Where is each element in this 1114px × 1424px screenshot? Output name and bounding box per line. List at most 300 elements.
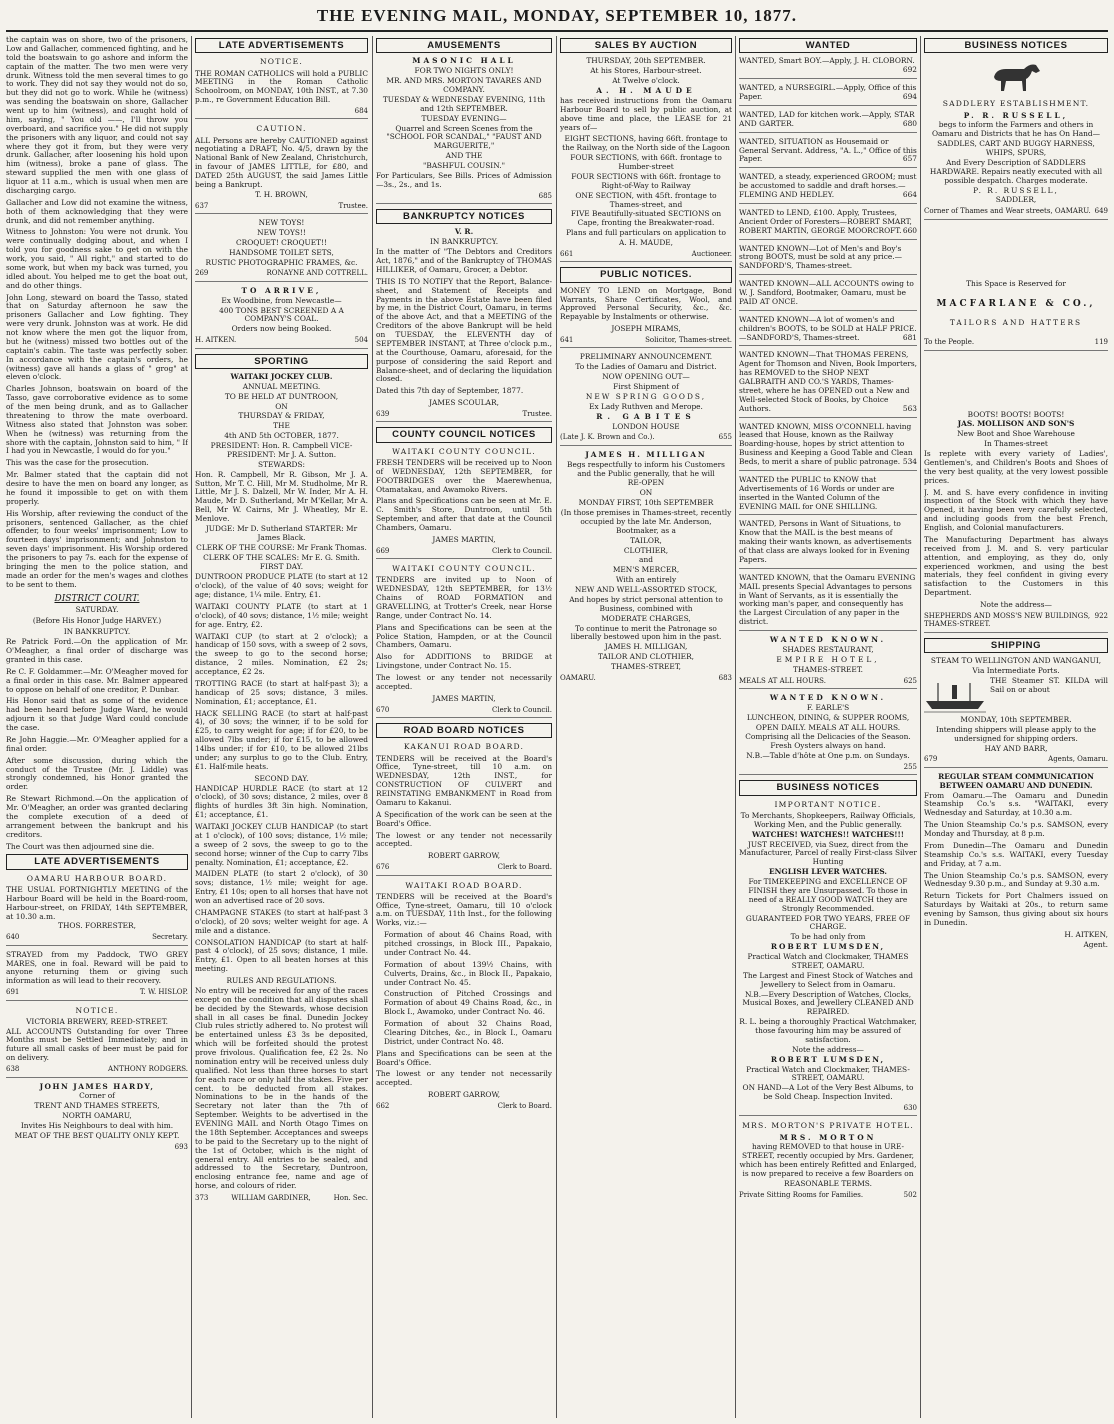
ad-body: TENDERS are invited up to Noon of WEDNESDAY, 12th SEPTEMBER, for 13½ Chains of ROAD FORMATION and GRAVELLING, at Trotter's Creek, near Horse Range, under Contract No. 14.	[376, 575, 552, 620]
clerk-course: CLERK OF THE COURSE: Mr Frank Thomas.	[196, 542, 367, 552]
ad-title: WANTED KNOWN.	[769, 692, 887, 702]
ad-line: LUNCHEON, DINING, & SUPPER ROOMS,	[746, 712, 910, 722]
ad-body: Plans and Specifications can be seen at Mr. E. C. Smith's Store, Duntroon, until 5th September, and after that date at the Council Chambers, Oamaru.	[376, 496, 552, 533]
watches-ad	[739, 800, 917, 1117]
ad-body: Plans and Specifications can be seen at the Board's Office.	[376, 1048, 552, 1067]
ad-role: Agents, Oamaru.	[1048, 755, 1108, 764]
ad-title: STEAM TO WELLINGTON AND WANGANUI,	[930, 656, 1102, 666]
hardy-ad	[6, 1083, 188, 1155]
second-day-heading: SECOND DAY.	[254, 773, 309, 783]
wanted-ad	[739, 138, 917, 169]
ad-title: WAITAKI COUNTY COUNCIL.	[392, 564, 536, 574]
ad-line: THURSDAY & FRIDAY,	[238, 411, 325, 421]
ad-line: NEW AND WELL-ASSORTED STOCK,	[574, 585, 718, 595]
ad-line: NEW SPRING GOODS,	[585, 391, 707, 401]
column-divider	[191, 36, 192, 1418]
ad-line: and	[639, 555, 653, 565]
ad-title: WAITAKI JOCKEY CLUB.	[230, 371, 333, 381]
ad-number: 670	[376, 705, 390, 714]
ad-line: MODERATE CHARGES,	[601, 613, 691, 623]
wanted-ad	[739, 280, 917, 311]
section-heading-wanted: WANTED	[739, 38, 917, 53]
ad-number: 640	[6, 933, 20, 942]
ad-line: This Space is Reserved for	[966, 278, 1066, 288]
masonic-hall-ad	[376, 57, 552, 204]
ad-body: THIS IS TO NOTIFY that the Report, Balance-sheet, and Statement of Receipts and Payments in the above Estate have been filed by me, in the District Court, Oamaru, in terms of the above Act, and that a MEETING of the Creditors of the above Bankrupt will be held on TUESDAY, the ELEVENTH day of SEPTEMBER INSTANT, at Three o'clock p.m., at the Courthouse, Oamaru, aforesaid, for the purpose of considering the said Report and Balance-sheet, and of declaring the liquidation closed.	[376, 276, 552, 384]
ad-line: MEAT OF THE BEST QUALITY ONLY KEPT.	[14, 1130, 180, 1140]
st-kilda-ad	[924, 657, 1108, 768]
ad-body: The lowest or any tender not necessarily accepted.	[376, 673, 552, 691]
ad-line: MR. AND MRS. MORTON TAVARES AND COMPANY.	[386, 76, 542, 95]
race-entry: DUNTROON PRODUCE PLATE (to start at 12 o'clock), of the value of 40 sovs; weight for age; distance, 1¼ mile. Entry, £1.	[195, 572, 368, 600]
ad-title: WAITAKI COUNTY COUNCIL.	[392, 446, 536, 456]
ad-signature: JOSEPH MIRAMS,	[611, 324, 681, 334]
report-paragraph: John Long, steward on board the Tasso, stated that on Saturday afternoon he saw the prisoners Gallacher and Low fighting. They were very drunk. Johnston was at work. He did not know where the men got the liquor from, but he (witness) missed two bottles out of the captain's cabin. The taste was perfectly sober. In accordance with the captain's orders, he (witness) gave all hands a glass of " grog" at eleven o'clock.	[6, 292, 188, 382]
ad-line: ON HAND—A Lot of the Very Best Albums, to be Sold Cheap. Inspection Invited.	[742, 1083, 914, 1102]
section-heading-late-ads: LATE ADVERTISEMENTS	[6, 854, 188, 869]
ad-body: From Dunedin—The Oamaru and Dunedin Steamship Co.'s s.s. WAITAKI, every Tuesday and Friday, at 7 a.m.	[924, 840, 1108, 868]
ad-signature: T. W. HISLOP.	[139, 988, 188, 997]
ad-title: REGULAR STEAM COMMUNICATION BETWEEN OAMARU AND DUNEDIN.	[938, 771, 1094, 790]
ad-line: P. R. RUSSELL,	[973, 185, 1059, 195]
ad-number: 661	[560, 249, 574, 258]
section-heading-business: BUSINESS NOTICES	[739, 780, 917, 795]
ad-body: The Union Steamship Co.'s p.s. SAMSON, every Wednesday 9.30 p.m., and Sunday at 9.30 a.m.	[924, 870, 1108, 889]
steamship-icon	[924, 679, 986, 715]
ad-line: At his Stores, Harbour-street.	[590, 66, 702, 76]
ad-line: Quarrel and Screen Scenes from the "SCHOOL FOR SCANDAL," "FAUST AND MARGUERITE,"	[386, 123, 542, 151]
ad-signature: ROBERT GARROW,	[427, 1090, 501, 1100]
caution-ad	[195, 124, 368, 214]
bankruptcy-ad	[376, 228, 552, 422]
ad-body: WANTED KNOWN—A lot of women's and children's BOOTS, to be SOLD at HALF PRICE.—SANDFORD'S, Thames-street.	[739, 314, 917, 342]
ad-line: Practical Watch and Clockmaker, THAMES STREET, OAMARU.	[747, 952, 909, 970]
ad-body: Plans and Specifications can be seen at the Police Station, Hampden, or at the Council Chambers, Oamaru.	[376, 622, 552, 650]
ad-body: ALL ACCOUNTS Outstanding for over Three Months must be Settled Immediately; and in future all small casks of beer must be paid for on delivery.	[6, 1026, 188, 1063]
ad-title: CAUTION.	[256, 124, 307, 134]
ad-title: JAMES H. MILLIGAN	[585, 449, 707, 459]
wanted-ad	[739, 423, 917, 471]
ad-line: Intending shippers will please apply to the undersigned for shipping orders.	[936, 724, 1096, 743]
ad-line: SADDLES, CART AND BUGGY HARNESS, WHIPS, SPURS,	[937, 139, 1095, 157]
ad-line: And Every Description of SADDLERS HARDWARE. Repairs neatly executed with all possible despatch. Charges moderate.	[929, 157, 1103, 185]
ad-title: SADDLERY ESTABLISHMENT.	[942, 99, 1090, 109]
ad-title: TO ARRIVE,	[241, 285, 322, 295]
court-paragraph: Re Stewart Richmond.—On the application of Mr. O'Meagher, an order was granted declaring the complete execution of a deed of arrangement between the bankrupt and his creditors.	[6, 794, 188, 839]
ad-signature: H. AITKEN,	[1064, 929, 1108, 939]
ad-signature: RONAYNE AND COTTRELL.	[266, 269, 368, 278]
report-paragraph: His Worship, after reviewing the conduct of the prisoners, sentenced Gallacher, as the chief offender, to four weeks' imprisonment; Low to fourteen days' imprisonment; and Johnston to seven days' imprisonment. His Worship ordered the prisoners to pay 7s. each for the expense of bringing the men to the police station, and made an order for the men's wages and clothes to be sent to them.	[6, 508, 188, 589]
ad-line: In Thames-street	[984, 439, 1048, 449]
wanted-ad	[739, 209, 917, 240]
ad-signature: THAMES-STREET,	[610, 662, 682, 672]
judge-starter: JUDGE: Mr D. Sutherland STARTER: Mr James Black.	[205, 523, 358, 542]
ad-line: LONDON HOUSE	[612, 421, 680, 431]
ad-line: THE	[273, 421, 290, 431]
ad-line: N.B.—Table d'hôte at One p.m. on Sundays.	[746, 751, 910, 761]
ad-number: 649	[1094, 207, 1108, 216]
ad-line: THAMES-STREET.	[792, 664, 864, 674]
ad-number: 691	[6, 988, 20, 997]
ad-body: From Oamaru.—The Oamaru and Dunedin Steamship Co.'s s.s. "WAITAKI, every Wednesday and Saturday, at 10.30 a.m.	[924, 790, 1108, 818]
ad-number: 502	[903, 1190, 917, 1199]
section-heading-shipping: SHIPPING	[924, 638, 1108, 653]
ad-line: First Shipment of	[613, 382, 679, 392]
ad-body: Is replete with every variety of Ladies', Gentlemen's, and Children's Boots and Shoes of the very best quality, at the very lowest possible prices.	[924, 449, 1108, 485]
ad-signature: JAMES MARTIN,	[432, 693, 496, 703]
ad-number: 373	[195, 1194, 209, 1203]
wanted-ad	[739, 351, 917, 417]
ad-number: 662	[376, 1102, 390, 1111]
ad-role: Secretary.	[152, 933, 188, 942]
section-heading-road-board: ROAD BOARD NOTICES	[376, 723, 552, 738]
race-entry: CONSOLATION HANDICAP (to start at half-past 4 o'clock), of 25 sovs; distance, 1 mile. Entry, £1. Open to all beaten horses at this meeting.	[195, 937, 368, 974]
ad-number: 563	[902, 403, 917, 413]
ad-signature: HAY AND BARR,	[984, 743, 1048, 753]
ad-line: New Boot and Shoe Warehouse	[957, 429, 1075, 439]
clerk-scales: CLERK OF THE SCALES: Mr E. G. Smith.	[203, 552, 360, 562]
ad-line: SHADES RESTAURANT,	[782, 644, 874, 654]
ad-signature: A. H. MAUDE,	[619, 238, 673, 248]
ad-body: J. M. and S. have every confidence in inviting inspection of the Stock with which they have Opened, it having been very carefully selected, and including goods from the best French, English, and Colonial manufacturers.	[924, 487, 1108, 533]
strayed-ad	[6, 951, 188, 1001]
ad-body: WANTED, a NURSEGIRL.—Apply, Office of this Paper.	[739, 83, 917, 102]
ad-line: R. GABITES	[596, 411, 696, 421]
ad-title: WANTED KNOWN.	[769, 635, 887, 645]
district-court-heading: DISTRICT COURT.	[54, 593, 140, 604]
ad-role: Agent.	[1083, 939, 1108, 949]
ad-line: Plans and full particulars on application to	[566, 228, 726, 238]
ad-number: 630	[903, 1104, 917, 1113]
section-heading-sporting: SPORTING	[195, 354, 368, 369]
court-paragraph: His Honor said that as some of the evidence had been heard before Judge Ward, he would adjourn it so that Judge Ward could conclude the case.	[6, 696, 188, 733]
shades-restaurant-ad	[739, 636, 917, 689]
ad-line: ANNUAL MEETING.	[242, 381, 321, 391]
ad-signature: ANTHONY RODGERS.	[107, 1065, 188, 1074]
work-item: Formation of about 32 Chains Road, Clearing Ditches, &c., in Block I., Oamaru District, under Contract No. 48.	[384, 1019, 552, 1046]
ad-line: Invites His Neighbours to deal with him.	[20, 1121, 174, 1130]
ad-title: NOTICE.	[259, 57, 304, 67]
auction-ad	[560, 57, 732, 262]
ad-line: BOOTS! BOOTS! BOOTS!	[967, 409, 1065, 419]
ad-role: Clerk to Board.	[497, 1102, 552, 1111]
ad-number: 683	[718, 673, 732, 682]
ad-line: TAILORS AND HATTERS	[949, 318, 1083, 328]
section-heading-county: COUNTY COUNCIL NOTICES	[376, 427, 552, 442]
ad-line: MONDAY FIRST, 10th SEPTEMBER	[578, 498, 714, 508]
lot-item: ONE SECTION, with 45ft. frontage to Thames-street, and	[575, 190, 717, 209]
ad-line: Comprising all the Delicacies of the Season. Fresh Oysters always on hand.	[745, 732, 911, 751]
ad-signature: T. H. BROWN,	[255, 189, 308, 199]
section-heading-auction: SALES BY AUCTION	[560, 38, 732, 53]
ad-line: Begs respectfully to inform his Customers and the Public generally, that he will	[567, 459, 725, 478]
ad-line: SHEPHERDS AND MOSS'S NEW BUILDINGS, THAMES-STREET.	[924, 611, 1091, 629]
ad-body: Return Tickets for Port Chalmers issued on Saturdays by Waitaki at 20s., to return same evening by Samson, thus giving about six hours in Dunedin.	[924, 891, 1108, 927]
ad-line: CLOTHIER,	[623, 545, 669, 555]
ad-line: Note the address—	[980, 600, 1052, 610]
ad-line: GUARANTEED FOR TWO YEARS, FREE OF CHARGE.	[745, 913, 911, 932]
ad-line: "BASHFUL COUSIN."	[423, 161, 505, 171]
column-divider	[372, 36, 373, 1418]
ad-body: WANTED, a steady, experienced GROOM; must be accustomed to saddle and draft horses.—FLEMING AND HEDLEY.	[739, 172, 917, 200]
ad-title: MRS. MORTON'S PRIVATE HOTEL.	[742, 1121, 914, 1131]
ad-line: having REMOVED to that house in URE-STREET, recently occupied by Mrs. Gardener, which has been entirely Refitted and Enlarged, is now prepared to receive a few Boarders on	[739, 1142, 917, 1179]
ad-title: WAITAKI ROAD BOARD.	[405, 880, 523, 890]
court-paragraph: Re John Haggie.—Mr. O'Meagher applied for a final order.	[6, 734, 188, 753]
ad-subtitle: VICTORIA BREWERY, REED-STREET.	[26, 1016, 168, 1026]
wanted-ad	[739, 316, 917, 347]
ad-number: 684	[354, 107, 368, 115]
ad-line: And hopes by strict personal attention to Business, combined with	[569, 594, 723, 613]
macfarlane-ad	[924, 280, 1108, 351]
ad-line: Corner of Thames and Wear streets, OAMARU.	[924, 207, 1091, 216]
lot-item: FOUR SECTIONS, with 66ft. frontage to Humber-street	[570, 153, 722, 172]
ad-role: Clerk to Board.	[497, 863, 552, 872]
ad-signature: JAMES SCOULAR,	[429, 398, 499, 408]
race-entry: HACK SELLING RACE (to start at half-past 4), of 30 sovs; the winner, if to be sold for £25, to carry weight for age; if for £20, to be allowed 7lbs under; if for £15, to be allowed 14lbs under; if for £10, to be allowed 21lbs under; any surplus to go to the Club. Entry, £1. Half-mile heats.	[195, 708, 368, 771]
masthead-rule	[6, 30, 1108, 32]
catholic-meeting-ad	[195, 57, 368, 119]
ad-line: 4th AND 5th OCTOBER, 1877.	[224, 431, 339, 441]
work-item: Formation of about 46 Chains Road, with pitched crossings, in Block III., Papakaio, under Contract No. 44.	[384, 930, 552, 957]
work-item: Construction of Pitched Crossings and Formation of about 49 Chains Road, &c., in Block I., Awamoko, under Contract No. 46.	[384, 989, 552, 1017]
ad-line: HANDSOME TOILET SETS,	[229, 247, 334, 257]
court-day: SATURDAY.	[75, 605, 119, 615]
ad-body: WANTED, Persons in Want of Situations, to Know that the MAIL is the best means of making their wants known, as advertisements of that class are always looked for in Evening Papers.	[739, 519, 912, 564]
ad-body: WANTED, SITUATION as Housemaid or General Servant. Address, "A. L.," Office of this Paper.	[739, 136, 917, 164]
ad-line: To continue to merit the Patronage so liberally bestowed upon him in the past.	[570, 623, 722, 642]
ad-line: For Particulars, See Bills. Prices of Admission—3s., 2s., and 1s.	[376, 170, 552, 189]
ad-line: ON	[639, 488, 653, 498]
ad-line: The Largest and Finest Stock of Watches and Jewellery to Select from in Oamaru.	[742, 970, 914, 989]
ad-body: TENDERS will be received at the Board's Office, Tyne-street, Oamaru, till 10 o'clock a.m. on TUESDAY, 11th Inst., for the following Works, viz.:—	[376, 891, 552, 928]
ad-number: 255	[903, 763, 917, 772]
ad-signature: JAMES H. MILLIGAN,	[604, 642, 688, 652]
court-subheading: IN BANKRUPTCY.	[63, 626, 131, 636]
column-1	[6, 36, 188, 1420]
report-paragraph: Witness to Johnston: You were not drunk. You were continually dodging about, and when I told you for goodness sake to get on with the work, you said, " All right," and started to do some work, but when my back was turned, you idled about. You helped me to get the boat out, and do other things.	[6, 227, 188, 290]
stewards-title: STEWARDS:	[258, 459, 305, 469]
first-day-heading: FIRST DAY.	[259, 562, 304, 572]
ad-line: To be had only from	[790, 932, 866, 942]
ad-line: Via Intermediate Ports.	[972, 666, 1060, 675]
ad-body: WANTED KNOWN, MISS O'CONNELL having leased that House, known as the Railway Boarding-house, hopes by strict attention to Business and Keeping a Good Table and Clean Beds, to merit a share of public patronage.	[739, 421, 913, 467]
blank-space	[924, 225, 1108, 279]
officers: PRESIDENT: Hon. R. Campbell VICE-PRESIDENT: Mr J. A. Sutton.	[210, 441, 353, 459]
lot-item: EIGHT SECTIONS, having 66ft. frontage to the Railway, on the North side of the Lagoon	[562, 134, 730, 153]
wanted-ad	[739, 57, 917, 79]
ad-line: ON	[275, 401, 288, 411]
ad-signature: H. AITKEN.	[195, 336, 237, 345]
report-paragraph: Gallacher and Low did not examine the witness, both of them acknowledging that they were drunk, and did not remember anything.	[6, 197, 188, 225]
ad-line: PRELIMINARY ANNOUNCEMENT.	[579, 352, 713, 362]
ad-number: 660	[902, 225, 917, 235]
ad-line: To the Ladies of Oamaru and District.	[575, 362, 717, 372]
milligan-tailor-ad	[560, 451, 732, 686]
ad-line: (In those premises in Thames-street, recently occupied by the late Mr. Anderson, Bootmaker, as a	[560, 508, 732, 535]
wanted-ad	[739, 173, 917, 204]
ad-line: MRS. MORTON	[779, 1132, 877, 1142]
ad-line: REASONABLE TERMS.	[784, 1178, 872, 1188]
rules-heading: RULES AND REGULATIONS.	[226, 976, 337, 986]
ad-number: 269	[195, 269, 209, 278]
wanted-ad	[739, 111, 917, 133]
ad-number: 639	[376, 410, 390, 419]
column-5	[739, 36, 917, 1420]
ad-line: NEW TOYS!	[258, 218, 305, 228]
wanted-ad	[739, 574, 917, 631]
wanted-ad	[739, 520, 917, 568]
ad-line: At Twelve o'clock.	[612, 76, 680, 86]
ad-line: FOR TWO NIGHTS ONLY!	[414, 66, 514, 76]
court-paragraph: Re C. F. Goldammer.—Mr. O'Meagher moved for a final order in this case. Mr. Balmer appeared to oppose on behalf of one creditor, P. Dunbar.	[6, 666, 188, 694]
ad-line: Corner of	[79, 1091, 115, 1101]
ad-line: RE-OPEN	[627, 478, 665, 488]
ad-number: 641	[560, 336, 574, 345]
ad-number: 534	[902, 457, 917, 467]
ad-line: TAILOR,	[630, 535, 662, 545]
ad-body: WANTED to LEND, £100. Apply, Trustees, Ancient Order of Foresters—ROBERT SMART, ROBERT MARTIN, GEORGE MOORCROFT.	[739, 207, 912, 235]
ad-line: NORTH OAMARU,	[62, 1111, 132, 1121]
ad-title: MACFARLANE & CO.,	[936, 298, 1096, 309]
work-item: Formation of about 139½ Chains, with Culverts, Drains, &c., in Block II., Papakaio, under Contract No. 45.	[384, 959, 552, 987]
ad-signature: OAMARU.	[560, 673, 596, 682]
ad-number: 657	[902, 154, 917, 164]
ad-line: NEW TOYS!!	[257, 227, 306, 237]
ad-number: 680	[902, 118, 917, 128]
ad-number: 692	[902, 65, 917, 75]
race-entry: WAITAKI COUNTY PLATE (to start at 1 o'clock), of 40 sovs; distance, 1½ mile; weight for age. Entry, £2.	[195, 601, 368, 629]
ad-line: Private Sitting Rooms for Families.	[739, 1190, 864, 1199]
spring-goods-ad	[560, 353, 732, 445]
ad-body: has received instructions from the Oamaru Harbour Board to sell by public auction, at above time and place, the LEASE for 21 years of—	[560, 95, 732, 132]
ad-body: FRESH TENDERS will be received up to Noon of WEDNESDAY, 12th SEPTEMBER, for FOOTBRIDGES over the Maerewhenua, Otamatakau, and Awamoko Rivers.	[376, 457, 552, 494]
wanted-ad	[739, 245, 917, 276]
ad-body: THE USUAL FORTNIGHTLY MEETING of the Harbour Board will be held in the Board-room, Harbour-street, on FRIDAY, 14th SEPTEMBER, at 10.30 a.m.	[6, 884, 188, 921]
race-entry: CHAMPAGNE STAKES (to start at half-past 3 o'clock), of 20 sovs; welter weight for age. A mile and a distance.	[195, 907, 368, 935]
ad-line: Orders now being Booked.	[231, 324, 332, 334]
ad-line: AND THE	[445, 151, 483, 161]
ad-body: The lowest or any tender not necessarily accepted.	[376, 1069, 552, 1088]
ad-body: WANTED KNOWN—That THOMAS FERENS, Agent for Thomson and Niven, Book Importers, has REMOVED to the SHOP NEXT GALBRAITH AND CO.'S YARDS, Thames-street, where he has OPENED out a New and Well-selected Stock of Books, by Choice Authors.	[739, 350, 917, 413]
ad-line: F. EARLE'S	[806, 702, 850, 712]
race-entry: HANDICAP HURDLE RACE (to start at 12 o'clock), of 30 sovs; distance, 2 miles, over 8 flights of hurdles 3ft 3in high. Nomination, £1; acceptance, £1.	[195, 783, 368, 820]
coal-arrival-ad	[195, 287, 368, 349]
ad-line: R. L. being a thoroughly Practical Watchmaker, those favouring him may be assured of satisfaction.	[739, 1017, 917, 1044]
county-council-ad	[376, 447, 552, 559]
court-paragraph: The Court was then adjourned sine die.	[6, 841, 155, 851]
column-divider	[556, 36, 557, 1418]
ad-role: Clerk to Council.	[491, 705, 552, 714]
ad-line: NOW OPENING OUT—	[602, 372, 690, 382]
ad-body: THE ROMAN CATHOLICS will hold a PUBLIC MEETING in the Roman Catholic Schoolroom, on MONDAY, 10th INST., at 7.30 p.m., re Government Education Bill.	[195, 68, 368, 105]
ad-signature: ROBERT GARROW,	[427, 851, 501, 861]
ad-role: Auctioneer.	[691, 249, 732, 258]
ad-line: TO BE HELD AT DUNTROON,	[224, 391, 339, 401]
ad-line: For TIMEKEEPING and EXCELLENCE OF FINISH they are Unsurpassed. To those in need of a REALLY GOOD WATCH they are Strongly Recommended.	[748, 877, 908, 913]
ad-title: IMPORTANT NOTICE.	[774, 799, 882, 809]
ad-line: ROBERT LUMSDEN,	[770, 942, 886, 952]
ad-number: 625	[903, 676, 917, 685]
ad-title: KAKANUI ROAD BOARD.	[403, 742, 525, 752]
section-heading-business: BUSINESS NOTICES	[924, 38, 1108, 53]
ad-line: Ex Woodbine, from Newcastle—	[221, 295, 342, 305]
ad-line: JUST RECEIVED, via Suez, direct from the Manufacturer, Parcel of really First-class Silver Hunting	[739, 839, 917, 867]
ad-line: To the People.	[924, 338, 975, 347]
ad-line: ENGLISH LEVER WATCHES.	[769, 867, 887, 877]
vr-mark: V. R.	[454, 227, 474, 237]
ad-title: OAMARU HARBOUR BOARD.	[26, 873, 168, 883]
brewery-ad	[6, 1006, 188, 1078]
ad-body: STRAYED from my Paddock, TWO GREY MARES, one in foal. Reward will be paid to anyone returning them or giving such information as will lead to their recovery.	[6, 949, 188, 986]
ad-line: THURSDAY, 20th SEPTEMBER.	[586, 56, 706, 66]
ad-line: EMPIRE HOTEL,	[776, 654, 880, 664]
ad-line: To Merchants, Shopkeepers, Railway Officials, Working Men, and the Public generally.	[740, 810, 916, 829]
morton-hotel-ad	[739, 1121, 917, 1202]
ad-body: ALL Persons are hereby CAUTIONED against negotiating a DRAFT, No. 4/5, drawn by the National Bank of New Zealand, Christchurch, in favour of JAMES LITTLE, for £80, and DATED 25th AUGUST, the said James Little being a Bankrupt.	[195, 135, 368, 189]
ad-signature: THOS. FORRESTER,	[58, 921, 136, 931]
ad-body: The Manufacturing Department has always received from J. M. and S. very particular attention, and employing, as they do, only experienced workmen, and using the best materials, they feel confident in giving every satisfaction to the Customers in this Department.	[924, 534, 1108, 598]
ad-body: WANTED, Smart BOY.—Apply, J. H. CLOBORN.	[739, 56, 915, 66]
ad-number: 681	[902, 332, 917, 342]
earles-rooms-ad	[739, 694, 917, 776]
ad-line: MEN'S MERCER,	[612, 565, 680, 575]
masthead: THE EVENING MAIL, MONDAY, SEPTEMBER 10, 1877.	[316, 6, 798, 25]
court-paragraph: After some discussion, during which the conduct of the Trustee (Mr. J. Liddle) was strongly condemned, his Honor granted the order.	[6, 755, 188, 792]
ad-body: WANTED the PUBLIC to KNOW that Advertisements of 16 Words or under are inserted in the Wanted Column of the EVENING MAIL for ONE SHILLING.	[739, 474, 895, 511]
harbour-board-ad	[6, 874, 188, 946]
ad-body: In the matter of "The Debtors and Creditors Act, 1876," and of the Bankruptcy of THOMAS HILLIKER, of Oamaru, Grocer, a Debtor.	[376, 247, 552, 274]
ad-number: 637	[195, 201, 209, 210]
ad-line: P. R. RUSSELL,	[963, 110, 1069, 120]
ad-number: 664	[902, 190, 917, 200]
report-paragraph: the captain was on shore, two of the prisoners, Low and Gallacher, commenced fighting, and he told the boatswain to go ashore and inform the captain of the matter. The two men were very drunk. Witness told the men several times to go to work. They did not say they would not do so, but they did not go to work. While he (witness) was sending the boatswain on shore, Gallacher went up to him (witness), and caught hold of him, saying, " You old ——, I'll throw you overboard, and sacrifice you." He did not supply the prisoners with any liquor, and could not say where they got it from, but they were very drunk. Gallacher, after loosening his hold upon him (witness), broke a pane of glass. The steward supplied the men with one glass of liquor at 11 a.m., which is usual when men are discharging cargo.	[6, 36, 188, 195]
ad-role: Hon. Sec.	[333, 1194, 368, 1203]
ad-signature: WILLIAM GARDINER,	[231, 1194, 311, 1203]
ad-body: The lowest or any tender not necessarily accepted.	[376, 830, 552, 849]
money-to-lend-ad	[560, 287, 732, 349]
ad-line: N.B.—Every Description of Watches, Clocks, Musical Boxes, and Jewellery CLEANED AND REPAIRED.	[742, 989, 914, 1017]
ad-role: Trustee.	[522, 410, 552, 419]
ad-body: WANTED KNOWN—Lot of Men's and Boy's strong BOOTS, must be sold at any price.—SANDFORD'S, Thames-street.	[739, 243, 903, 271]
column-4	[560, 36, 732, 1420]
section-heading-amusements: AMUSEMENTS	[376, 38, 552, 53]
ad-number: 693	[174, 1142, 188, 1151]
ad-line: TUESDAY & WEDNESDAY EVENING, 11th and 12th SEPTEMBER.	[382, 94, 546, 113]
court-paragraph: Re Patrick Ford.—On the application of Mr. O'Meagher, a final order of discharge was granted in this case.	[6, 637, 188, 664]
race-entry: WAITAKI CUP (to start at 2 o'clock); a handicap of 150 sovs, with a sweep of 2 sovs, the sweep to go to the second horse; distance, 2 miles. Nomination, £2 2s; acceptance, £2 2s.	[195, 631, 368, 677]
road-board-ad	[376, 742, 552, 875]
ad-number: 685	[538, 191, 552, 200]
saddlery-ad	[924, 57, 1108, 219]
ad-body: WANTED, LAD for kitchen work.—Apply, STAR AND GARTER.	[739, 109, 915, 128]
ad-line: (Late J. K. Brown and Co.).	[560, 433, 655, 442]
column-3	[376, 36, 552, 1420]
ad-line: MONDAY, 10th SEPTEMBER.	[960, 714, 1072, 724]
ad-number: 679	[924, 755, 938, 764]
ad-role: Solicitor, Thames-street.	[645, 336, 732, 345]
ad-line: ROBERT LUMSDEN,	[770, 1054, 886, 1064]
mollison-boots-ad	[924, 411, 1108, 633]
ad-title: NOTICE.	[75, 1005, 119, 1015]
ad-role: Trustee.	[338, 201, 368, 210]
section-heading-bankruptcy: BANKRUPTCY NOTICES	[376, 209, 552, 224]
ad-body: WANTED KNOWN—ALL ACCOUNTS owing to W. J. Sandford, Bootmaker, Oamaru, must be PAID AT ONCE.	[739, 279, 914, 306]
blank-space	[924, 356, 1108, 410]
ad-number: 669	[376, 546, 390, 555]
race-entry: MAIDEN PLATE (to start 2 o'clock), of 30 sovs; distance, 1½ mile; weight for age. Entry, £1 10s; open to all horses that have not won an advertised race of 20 sovs.	[195, 869, 368, 906]
report-paragraph: Charles Johnson, boatswain on board of the Tasso, gave corroborative evidence as to some of the men being drunk, and as to Gallacher threatening to throw the mate overboard. Witness also stated that Johnston was sober. When he (witness) was returning from the shore with the captain, Johnston said to him, " If I had you in Newcastle, I would do for you."	[6, 384, 188, 456]
